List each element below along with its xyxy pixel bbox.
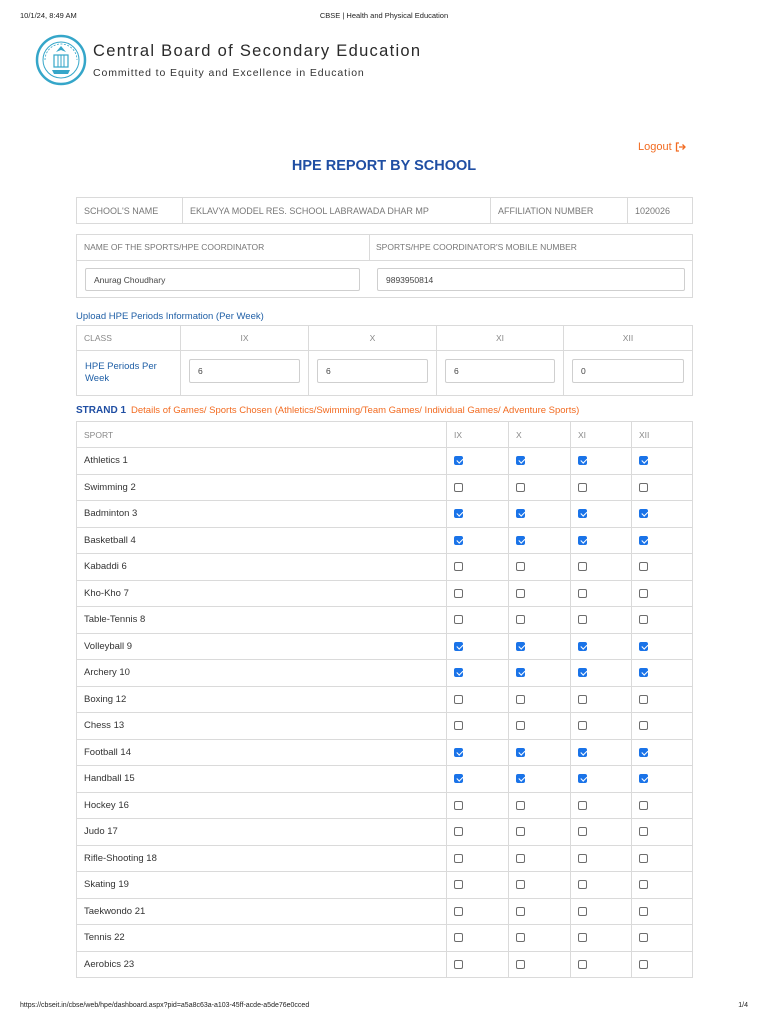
sport-checkbox-xii[interactable] [639,562,648,571]
coordinator-mobile-field[interactable]: 9893950814 [377,268,685,291]
logout-link[interactable] [638,141,686,153]
sport-checkbox-xii[interactable] [639,536,648,545]
sport-checkbox-ix[interactable] [454,960,463,969]
checkbox-cell [447,554,509,581]
sport-checkbox-x[interactable] [516,695,525,704]
class-col-x: X [309,326,437,351]
sport-row [77,660,693,687]
checkbox-cell [571,872,632,899]
school-name-value: EKLAVYA MODEL RES. SCHOOL LABRAWADA DHAR MP [183,198,491,224]
checkbox-cell [447,633,509,660]
checkbox-cell [571,501,632,528]
sport-checkbox-xii[interactable] [639,774,648,783]
sport-name: Athletics 1 [77,448,447,475]
checkbox-cell [571,580,632,607]
sport-checkbox-xi[interactable] [578,483,587,492]
checkbox-cell [447,925,509,952]
sport-checkbox-xi[interactable] [578,880,587,889]
checkbox-cell [571,660,632,687]
checkbox-cell [447,527,509,554]
sport-checkbox-x[interactable] [516,615,525,624]
sport-checkbox-x[interactable] [516,801,525,810]
sport-checkbox-xii[interactable] [639,907,648,916]
print-title: CBSE | Health and Physical Education [319,11,449,20]
sport-checkbox-x[interactable] [516,668,525,677]
periods-input-ix[interactable]: 6 [189,359,300,383]
sport-col-header: SPORT [77,422,447,448]
coordinator-section [76,234,693,298]
checkbox-cell [632,951,693,978]
logout-label: Logout [638,141,672,153]
xi-col-header: XI [571,422,632,448]
checkbox-cell [509,925,571,952]
sport-row [77,845,693,872]
checkbox-cell [509,660,571,687]
checkbox-cell [447,792,509,819]
checkbox-cell [447,898,509,925]
sport-row [77,527,693,554]
sport-checkbox-x[interactable] [516,721,525,730]
sport-checkbox-ix[interactable] [454,827,463,836]
sport-checkbox-xii[interactable] [639,668,648,677]
sport-checkbox-xi[interactable] [578,456,587,465]
sport-name: Aerobics 23 [77,951,447,978]
checkbox-cell [571,713,632,740]
sport-row [77,898,693,925]
sport-checkbox-xi[interactable] [578,854,587,863]
checkbox-cell [571,766,632,793]
sport-row [77,766,693,793]
checkbox-cell [632,925,693,952]
sport-name: Table-Tennis 8 [77,607,447,634]
checkbox-cell [509,474,571,501]
sport-checkbox-xi[interactable] [578,589,587,598]
checkbox-cell [632,713,693,740]
checkbox-cell [571,951,632,978]
checkbox-cell [632,448,693,475]
checkbox-cell [571,474,632,501]
sport-name: Football 14 [77,739,447,766]
sport-checkbox-xi[interactable] [578,933,587,942]
sport-checkbox-xii[interactable] [639,721,648,730]
checkbox-cell [447,686,509,713]
sport-row [77,872,693,899]
sport-checkbox-ix[interactable] [454,880,463,889]
checkbox-cell [509,448,571,475]
checkbox-cell [632,580,693,607]
sport-row [77,448,693,475]
sport-checkbox-xi[interactable] [578,827,587,836]
sport-checkbox-xii[interactable] [639,642,648,651]
sport-name: Kho-Kho 7 [77,580,447,607]
checkbox-cell [632,660,693,687]
strand-heading [76,405,579,416]
checkbox-cell [447,739,509,766]
sport-name: Chess 13 [77,713,447,740]
sport-checkbox-xi[interactable] [578,509,587,518]
strand-description: Details of Games/ Sports Chosen (Athletics/Swimming/Team Games/ Individual Games/ Adventure Sports) [131,405,580,416]
sport-checkbox-x[interactable] [516,509,525,518]
sport-checkbox-x[interactable] [516,456,525,465]
sport-name: Volleyball 9 [77,633,447,660]
checkbox-cell [571,554,632,581]
sport-checkbox-x[interactable] [516,960,525,969]
sport-checkbox-xii[interactable] [639,880,648,889]
class-col-ix: IX [181,326,309,351]
checkbox-cell [447,819,509,846]
sport-checkbox-x[interactable] [516,827,525,836]
sport-checkbox-ix[interactable] [454,615,463,624]
checkbox-cell [509,501,571,528]
coordinator-mobile-label: SPORTS/HPE COORDINATOR'S MOBILE NUMBER [376,242,577,252]
checkbox-cell [632,898,693,925]
periods-input-xi[interactable]: 6 [445,359,555,383]
checkbox-cell [447,713,509,740]
checkbox-cell [447,580,509,607]
sport-checkbox-ix[interactable] [454,695,463,704]
sport-row [77,925,693,952]
sport-checkbox-xi[interactable] [578,960,587,969]
checkbox-cell [632,474,693,501]
sport-checkbox-ix[interactable] [454,668,463,677]
checkbox-cell [571,845,632,872]
sport-name: Tennis 22 [77,925,447,952]
checkbox-cell [632,792,693,819]
sport-checkbox-x[interactable] [516,774,525,783]
sport-checkbox-xii[interactable] [639,748,648,757]
sport-checkbox-ix[interactable] [454,854,463,863]
sport-checkbox-x[interactable] [516,880,525,889]
sport-checkbox-x[interactable] [516,483,525,492]
page-title: HPE REPORT BY SCHOOL [291,158,477,174]
sport-checkbox-xii[interactable] [639,933,648,942]
checkbox-cell [632,845,693,872]
board-tagline: Committed to Equity and Excellence in Education [93,67,365,79]
checkbox-cell [632,633,693,660]
checkbox-cell [509,713,571,740]
class-header: CLASS [77,326,181,351]
sport-checkbox-xii[interactable] [639,695,648,704]
sport-checkbox-xii[interactable] [639,509,648,518]
checkbox-cell [632,739,693,766]
affiliation-label: AFFILIATION NUMBER [491,198,628,224]
sport-checkbox-ix[interactable] [454,589,463,598]
print-header [0,11,768,23]
sport-checkbox-ix[interactable] [454,642,463,651]
sport-row [77,501,693,528]
sport-name: Archery 10 [77,660,447,687]
class-col-xi: XI [437,326,564,351]
sports-table [76,421,693,978]
checkbox-cell [509,607,571,634]
sport-row [77,951,693,978]
sport-checkbox-xii[interactable] [639,483,648,492]
checkbox-cell [509,739,571,766]
checkbox-cell [447,607,509,634]
sport-name: Rifle-Shooting 18 [77,845,447,872]
sport-checkbox-xi[interactable] [578,695,587,704]
checkbox-cell [509,819,571,846]
sport-checkbox-xi[interactable] [578,615,587,624]
sport-name: Swimming 2 [77,474,447,501]
x-col-header: X [509,422,571,448]
coordinator-name-label: NAME OF THE SPORTS/HPE COORDINATOR [84,242,265,252]
cbse-brand [35,30,421,90]
sport-checkbox-x[interactable] [516,642,525,651]
sport-row [77,819,693,846]
sport-checkbox-ix[interactable] [454,483,463,492]
sport-checkbox-xi[interactable] [578,721,587,730]
checkbox-cell [571,898,632,925]
sport-checkbox-x[interactable] [516,536,525,545]
checkbox-cell [632,501,693,528]
checkbox-cell [509,872,571,899]
checkbox-cell [632,554,693,581]
checkbox-cell [571,448,632,475]
periods-input-xii[interactable]: 0 [572,359,684,383]
periods-input-x[interactable]: 6 [317,359,428,383]
checkbox-cell [509,792,571,819]
checkbox-cell [509,898,571,925]
coordinator-name-field[interactable]: Anurag Choudhary [85,268,360,291]
sport-checkbox-ix[interactable] [454,721,463,730]
checkbox-cell [632,766,693,793]
checkbox-cell [447,501,509,528]
sport-checkbox-xi[interactable] [578,774,587,783]
checkbox-cell [571,925,632,952]
sport-row [77,792,693,819]
checkbox-cell [571,819,632,846]
sport-row [77,580,693,607]
sport-row [77,474,693,501]
sport-checkbox-x[interactable] [516,907,525,916]
board-name: Central Board of Secondary Education [93,42,422,60]
xii-col-header: XII [632,422,693,448]
sport-checkbox-ix[interactable] [454,907,463,916]
sport-checkbox-xii[interactable] [639,615,648,624]
checkbox-cell [571,633,632,660]
sport-name: Boxing 12 [77,686,447,713]
sport-checkbox-xi[interactable] [578,668,587,677]
class-col-xii: XII [564,326,693,351]
checkbox-cell [447,766,509,793]
cbse-emblem-icon [35,32,87,88]
checkbox-cell [571,607,632,634]
checkbox-cell [447,474,509,501]
sport-checkbox-ix[interactable] [454,536,463,545]
checkbox-cell [632,872,693,899]
sport-checkbox-xii[interactable] [639,854,648,863]
sport-checkbox-xi[interactable] [578,536,587,545]
ix-col-header: IX [447,422,509,448]
sport-name: Taekwondo 21 [77,898,447,925]
sport-checkbox-ix[interactable] [454,562,463,571]
sport-checkbox-xi[interactable] [578,907,587,916]
checkbox-cell [632,686,693,713]
sport-checkbox-ix[interactable] [454,801,463,810]
sport-name: Handball 15 [77,766,447,793]
sport-checkbox-xi[interactable] [578,748,587,757]
sport-row [77,607,693,634]
checkbox-cell [509,845,571,872]
sport-checkbox-xi[interactable] [578,562,587,571]
periods-heading: Upload HPE Periods Information (Per Week) [76,311,264,322]
sport-checkbox-xii[interactable] [639,801,648,810]
sport-checkbox-ix[interactable] [454,509,463,518]
checkbox-cell [509,766,571,793]
checkbox-cell [632,819,693,846]
school-info-table [76,197,693,224]
print-datetime: 10/1/24, 8:49 AM [20,11,77,20]
checkbox-cell [571,527,632,554]
sport-name: Skating 19 [77,872,447,899]
sport-checkbox-ix[interactable] [454,456,463,465]
sport-name: Basketball 4 [77,527,447,554]
sport-checkbox-xi[interactable] [578,801,587,810]
checkbox-cell [509,633,571,660]
sport-checkbox-xii[interactable] [639,827,648,836]
sport-checkbox-ix[interactable] [454,748,463,757]
sport-checkbox-xi[interactable] [578,642,587,651]
sport-row [77,713,693,740]
checkbox-cell [571,686,632,713]
sport-name: Badminton 3 [77,501,447,528]
sport-checkbox-xii[interactable] [639,960,648,969]
checkbox-cell [509,527,571,554]
checkbox-cell [632,607,693,634]
checkbox-cell [509,686,571,713]
sport-checkbox-x[interactable] [516,589,525,598]
sport-checkbox-x[interactable] [516,933,525,942]
sport-checkbox-xii[interactable] [639,456,648,465]
page-number: 1/4 [738,1002,748,1009]
checkbox-cell [509,554,571,581]
checkbox-cell [447,845,509,872]
affiliation-value: 1020026 [628,198,693,224]
sport-name: Judo 17 [77,819,447,846]
checkbox-cell [509,580,571,607]
sport-row [77,686,693,713]
sport-checkbox-x[interactable] [516,562,525,571]
checkbox-cell [571,792,632,819]
sport-name: Hockey 16 [77,792,447,819]
sign-out-icon [675,142,686,152]
periods-row-label: HPE Periods Per Week [77,351,181,396]
page-url: https://cbseit.in/cbse/web/hpe/dashboard.aspx?pid=a5a8c63a-a103-45ff-acde-a5de76e0cced [20,1002,310,1009]
checkbox-cell [447,951,509,978]
checkbox-cell [571,739,632,766]
sport-row [77,739,693,766]
checkbox-cell [447,872,509,899]
sport-row [77,633,693,660]
sport-checkbox-ix[interactable] [454,933,463,942]
sport-checkbox-x[interactable] [516,854,525,863]
sport-name: Kabaddi 6 [77,554,447,581]
checkbox-cell [632,527,693,554]
checkbox-cell [447,448,509,475]
sport-row [77,554,693,581]
sport-checkbox-ix[interactable] [454,774,463,783]
sport-checkbox-xii[interactable] [639,589,648,598]
checkbox-cell [509,951,571,978]
checkbox-cell [447,660,509,687]
school-name-label: SCHOOL'S NAME [77,198,183,224]
strand-label: STRAND 1 [76,405,127,416]
periods-table [76,325,693,396]
sport-checkbox-x[interactable] [516,748,525,757]
